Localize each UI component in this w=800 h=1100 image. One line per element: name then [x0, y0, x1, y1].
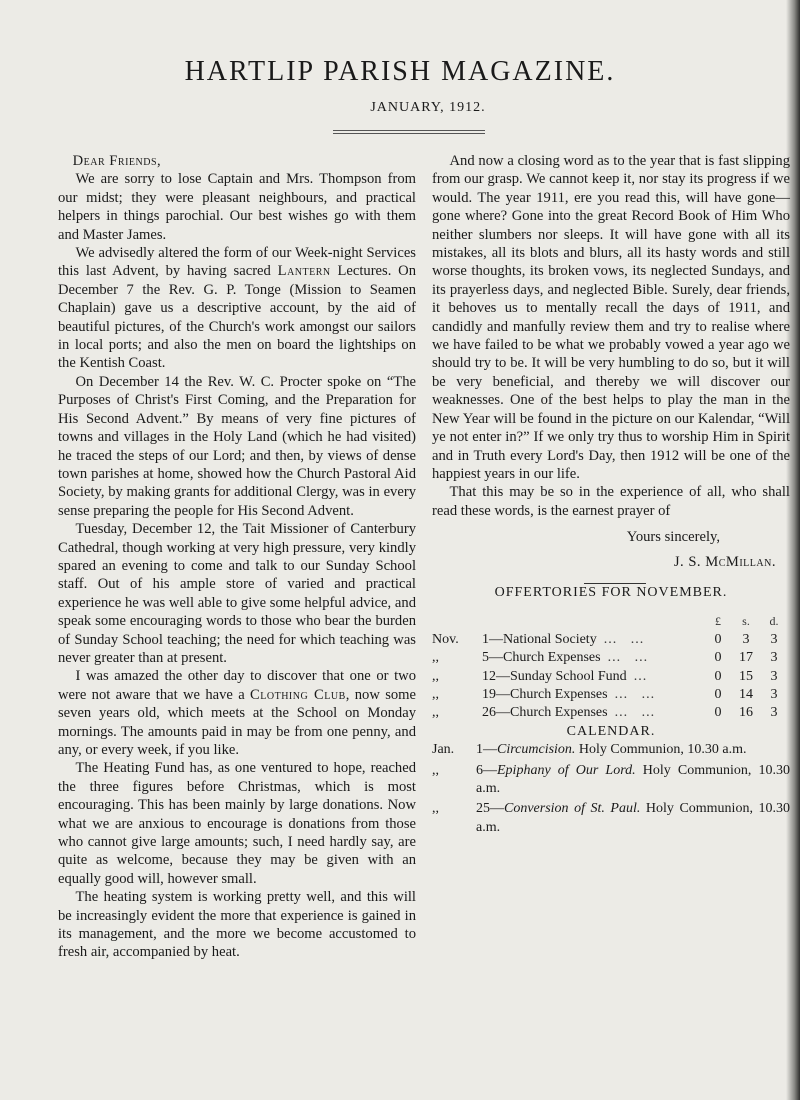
offertory-item: 12—Sunday School Fund [482, 668, 627, 684]
right-column [432, 152, 790, 839]
amount-shillings: 15 [739, 668, 753, 684]
leader-dots: ... ... [614, 705, 656, 721]
amount-shillings: 17 [739, 650, 753, 666]
offertory-month: ,, [432, 705, 439, 721]
offertories-title: OFFERTORIES FOR NOVEMBER. [494, 584, 728, 600]
amount-pence: 3 [770, 686, 778, 702]
offertory-item-cell [482, 686, 704, 704]
leader-dots: ... ... [607, 650, 649, 666]
leader-dots: ... ... [603, 631, 645, 647]
paragraph-procter: On December 14 the Rev. W. C. Procter spoke on “The Purposes of Christ's First Coming, and the Preparation for His Second Advent.” By means of very fine pictures of towns and villages in the Holy Land (which he had visited) he traced the steps of our Lord; and then, by views of dense town parishes at home, showed how the Church Pastoral Aid Society, by making grants for additional Clergy, was in every sense preparing the people for His Second Advent. [58, 373, 416, 519]
amount-shillings: 14 [739, 686, 753, 702]
calendar-text [476, 800, 790, 839]
amount-pounds: 0 [714, 705, 722, 721]
salutation: Dear Friends, [72, 153, 162, 169]
amount-pence: 3 [770, 650, 778, 666]
offertory-month: ,, [432, 668, 439, 684]
offertory-row [432, 631, 788, 649]
calendar-entry [432, 800, 790, 839]
calendar-text [476, 762, 790, 801]
offertory-item: 26—Church Expenses [482, 705, 608, 721]
offertory-month: Nov. [432, 631, 459, 647]
paragraph-clothing-club-b: , now some seven years old, which meets at the School on Monday mornings. The amounts paid in may be from one penny, and any, or every week, if you like. [58, 686, 416, 758]
amount-pence: 3 [770, 668, 778, 684]
offertory-item: 1—National Society [482, 631, 597, 647]
offertories-header-row [432, 612, 788, 630]
offertory-row [432, 668, 788, 686]
amount-pounds: 0 [714, 650, 722, 666]
paragraph-advent-services-a: We advisedly altered the form of our Week-night Services this last Advent, by having sacred [58, 245, 416, 280]
calendar-feast: Conversion of St. Paul. [504, 801, 641, 817]
lantern-word: Lantern [277, 263, 331, 280]
paragraph-prayer: That this may be so in the experience of all, who shall read these words, is the earnest prayer of [432, 484, 790, 519]
offertory-row [432, 686, 788, 704]
closing-line: Yours sincerely, [626, 529, 720, 546]
calendar-month: ,, [432, 801, 439, 817]
magazine-title: HARTLIP PARISH MAGAZINE. [184, 56, 616, 87]
paragraph-clothing-club [58, 667, 416, 759]
left-column [58, 152, 416, 962]
calendar-entry [432, 741, 790, 761]
currency-header: s. [742, 614, 750, 629]
offertory-row [432, 649, 788, 667]
calendar-feast: Epiphany of Our Lord. [497, 762, 636, 778]
offertory-item: 5—Church Expenses [482, 650, 601, 666]
offertory-item-cell [482, 668, 704, 686]
offertory-item-cell [482, 631, 704, 649]
calendar-service: Holy Communion, 10.30 a.m. [476, 801, 790, 835]
calendar-month: ,, [432, 762, 439, 778]
clothing-club-word: Clothing Club [250, 686, 346, 703]
offertory-month: ,, [432, 686, 439, 702]
calendar-entry [432, 762, 790, 801]
signature: J. S. McMillan. [673, 553, 776, 570]
amount-pounds: 0 [714, 631, 722, 647]
amount-pounds: 0 [714, 668, 722, 684]
issue-date: JANUARY, 1912. [370, 100, 486, 115]
paragraph-tait-missioner: Tuesday, December 12, the Tait Missioner of Canterbury Cathedral, though working at very high pressure, very kindly spared an evening to come and talk to our Sunday School staff. Out of his ample store of varied and practical experience he was well able to give some helpful advice, and speak some encouraging words to those who bear the burden of Sunday School teaching; the need for which teaching was never greater than at present. [58, 521, 416, 666]
calendar-text [476, 741, 790, 761]
leader-dots: ... [633, 668, 648, 684]
currency-header: d. [769, 614, 779, 629]
paragraph-advent-services [58, 244, 416, 373]
offertory-row [432, 704, 788, 722]
paragraph-heating-fund: The Heating Fund has, as one ventured to hope, reached the three figures before Christmas, which is most encouraging. This has been mainly by large donations. Now what we are anxious to encourage is donations from those who cannot give large amounts; such, I need hardly say, are quite as welcome, because they may be given with an equally good will, however small. [58, 760, 416, 887]
leader-dots: ... ... [614, 686, 656, 702]
offertories-table [432, 612, 788, 722]
offertory-month: ,, [432, 650, 439, 666]
amount-pounds: 0 [714, 686, 722, 702]
calendar-title: CALENDAR. [566, 723, 656, 739]
currency-header: £ [715, 614, 721, 629]
paragraph-clothing-club-a: I was amazed the other day to discover that one or two were not aware that we have a [58, 668, 416, 703]
amount-pence: 3 [770, 705, 778, 721]
paragraph-heating-system: The heating system is working pretty well, and this will be increasingly evident the more that experience is gained in its management, and the more we become accustomed to fresh air, accompanied by heat. [58, 889, 416, 961]
amount-pence: 3 [770, 631, 778, 647]
paragraph-advent-services-b: Lectures. On December 7 the Rev. G. P. Tonge (Mission to Seamen Chaplain) gave us a descriptive account, by the aid of beautiful pictures, of the Church's work amongst our sailors in local ports; and also the men on board the lightships on the Kentish Coast. [58, 263, 417, 372]
title-rule [333, 130, 485, 134]
calendar-day: 25— [476, 801, 504, 817]
calendar-day: 1— [476, 742, 497, 758]
calendar-service: Holy Communion, 10.30 a.m. [575, 742, 747, 758]
paragraph-thompson: We are sorry to lose Captain and Mrs. Thompson from our midst; they were pleasant neighbours, and practical helpers in things parochial. Our best wishes go with them and Master James. [58, 171, 416, 243]
offertory-item: 19—Church Expenses [482, 686, 608, 702]
amount-shillings: 3 [742, 631, 750, 647]
offertory-item-cell [482, 649, 704, 667]
calendar-service: Holy Communion, 10.30 a.m. [476, 762, 790, 796]
calendar-month: Jan. [432, 742, 455, 758]
calendar-table [432, 741, 790, 839]
calendar-feast: Circumcision. [497, 742, 576, 758]
calendar-day: 6— [476, 762, 497, 778]
paragraph-closing-word: And now a closing word as to the year that is fast slipping from our grasp. We cannot keep it, nor stay its progress if we would. The year 1911, ere you read this, will have gone—gone where? Gone into the great Record Book of Him Who neither slumbers nor sleeps. It will have gone with all its mistakes, all its blots and blurs, all its hasty words and still worse thoughts, its broken vows, its neglected Sundays, and its prayerless days, and neglected Bible. Surely, dear friends, it behoves us to mentally recall the days of 1911, and candidly and manfully review them and try to realise where we have failed to be what we probably vowed a year ago we should try to be. It will be very humbling to do so, but it will be very beneficial, and thereby we will discover our weaknesses. One of the best helps to play the man in the New Year will be found in the picture on our Kalendar, “Will ye not enter in?” If we only try thus to worship Him in Spirit and in Truth every Lord's Day, then 1912 will be one of the happiest years in our life. [432, 153, 790, 482]
offertory-item-cell [482, 704, 704, 722]
amount-shillings: 16 [739, 705, 753, 721]
